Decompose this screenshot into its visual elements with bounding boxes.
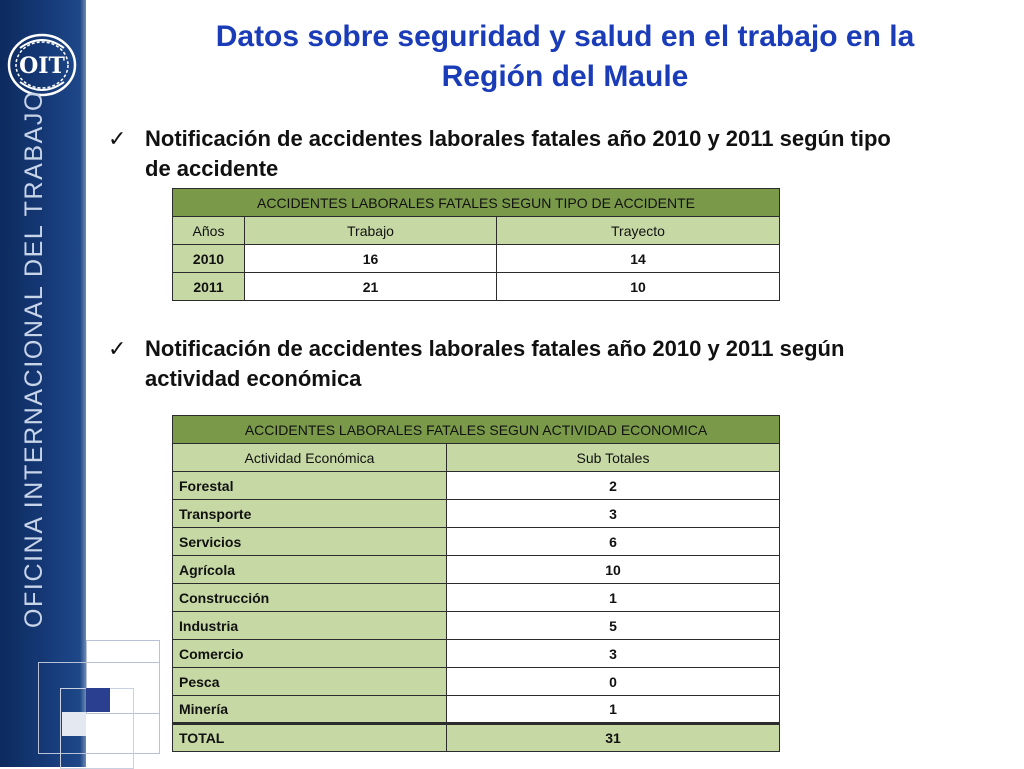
subtotal-cell: 3 [447, 640, 780, 668]
column-header: Trabajo [245, 217, 497, 245]
subtotal-cell: 1 [447, 696, 780, 724]
activity-cell: Industria [173, 612, 447, 640]
activity-cell: Construcción [173, 584, 447, 612]
sidebar-band [0, 0, 86, 767]
bullet-economic-activity [108, 334, 1024, 394]
table-row [173, 273, 780, 301]
year-cell: 2010 [173, 245, 245, 273]
slide-title-line-2: Región del Maule [441, 60, 689, 93]
checkmark-icon: ✓ [108, 126, 127, 151]
column-header: Sub Totales [447, 444, 780, 472]
total-value: 31 [447, 724, 780, 752]
value-cell: 21 [245, 273, 497, 301]
checkmark-icon: ✓ [108, 336, 127, 361]
subtotal-cell: 1 [447, 584, 780, 612]
year-cell: 2011 [173, 273, 245, 301]
table-header: ACCIDENTES LABORALES FATALES SEGUN TIPO DE ACCIDENTE [173, 189, 780, 217]
economic-activity-table [172, 415, 780, 752]
total-row [173, 724, 780, 752]
decorative-square-filled [62, 712, 86, 736]
table-row [173, 528, 780, 556]
table-row [173, 640, 780, 668]
subtotal-cell: 6 [447, 528, 780, 556]
slide-title-line-1: Datos sobre seguridad y salud en el trabajo en la [215, 20, 915, 53]
activity-cell: Agrícola [173, 556, 447, 584]
subtotal-cell: 10 [447, 556, 780, 584]
activity-cell: Forestal [173, 472, 447, 500]
table-row [173, 556, 780, 584]
total-label: TOTAL [173, 724, 447, 752]
column-header: Actividad Económica [173, 444, 447, 472]
table-row [173, 245, 780, 273]
activity-cell: Comercio [173, 640, 447, 668]
activity-cell: Transporte [173, 500, 447, 528]
table-row [173, 696, 780, 724]
table-row [173, 472, 780, 500]
slide-title [150, 17, 980, 97]
table-row [173, 584, 780, 612]
bullet-accident-type [108, 124, 1024, 184]
svg-text:OIT: OIT [19, 53, 65, 79]
organization-vertical-label: OFICINA INTERNACIONAL DEL TRABAJO [20, 89, 48, 628]
column-header: Años [173, 217, 245, 245]
bullet-text-line-2: actividad económica [145, 366, 362, 391]
value-cell: 14 [497, 245, 780, 273]
activity-cell: Minería [173, 696, 447, 724]
subtotal-cell: 2 [447, 472, 780, 500]
table-row [173, 612, 780, 640]
activity-cell: Servicios [173, 528, 447, 556]
subtotal-cell: 5 [447, 612, 780, 640]
table-header: ACCIDENTES LABORALES FATALES SEGUN ACTIVIDAD ECONOMICA [173, 416, 780, 444]
bullet-text-line-1: Notificación de accidentes laborales fatales año 2010 y 2011 según [145, 336, 845, 361]
bullet-text-line-2: de accidente [145, 156, 279, 181]
ilo-logo-icon [6, 32, 78, 98]
value-cell: 16 [245, 245, 497, 273]
column-header: Trayecto [497, 217, 780, 245]
accident-type-table [172, 188, 780, 301]
bullet-text-line-1: Notificación de accidentes laborales fatales año 2010 y 2011 según tipo [145, 126, 891, 151]
table-row [173, 500, 780, 528]
activity-cell: Pesca [173, 668, 447, 696]
value-cell: 10 [497, 273, 780, 301]
table-row [173, 668, 780, 696]
subtotal-cell: 0 [447, 668, 780, 696]
decorative-square-filled [86, 688, 110, 712]
subtotal-cell: 3 [447, 500, 780, 528]
